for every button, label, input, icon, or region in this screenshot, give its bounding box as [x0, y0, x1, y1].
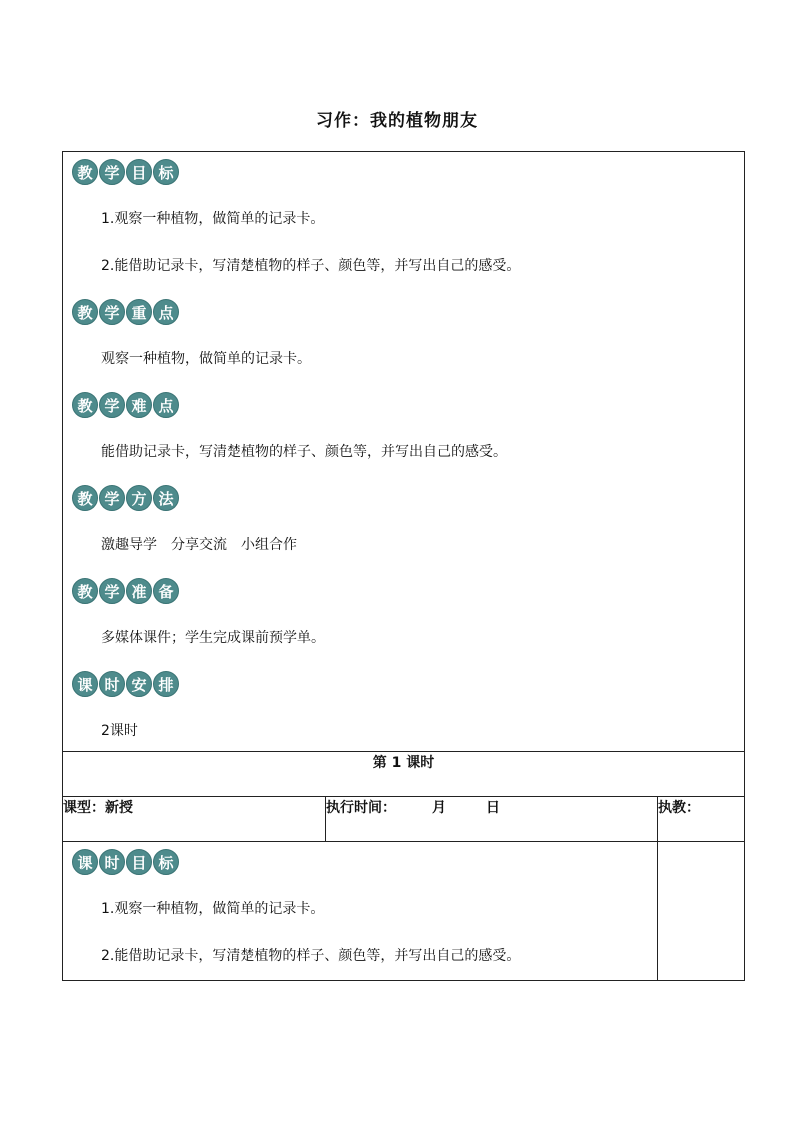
- heading-char: 准: [126, 578, 152, 604]
- heading-char: 教: [72, 485, 98, 511]
- heading-char: 教: [72, 299, 98, 325]
- heading-char: 点: [153, 392, 179, 418]
- heading-char: 时: [99, 849, 125, 875]
- heading-char: 备: [153, 578, 179, 604]
- overview-cell: [63, 152, 745, 752]
- section-heading-schedule: [72, 671, 744, 698]
- heading-char: 学: [99, 299, 125, 325]
- heading-char: 安: [126, 671, 152, 697]
- month-label: 月: [432, 800, 446, 816]
- heading-char: 点: [153, 299, 179, 325]
- teacher-label: 执教：: [658, 797, 745, 842]
- section-heading-difficulties: [72, 392, 744, 419]
- heading-char: 教: [72, 159, 98, 185]
- section-heading-preparation: [72, 578, 744, 605]
- section-text: 2.能借助记录卡，写清楚植物的样子、颜色等，并写出自己的感受。: [101, 258, 521, 274]
- heading-char: 课: [72, 671, 98, 697]
- section-heading-lesson-goals: [72, 849, 657, 876]
- section-text: 能借助记录卡，写清楚植物的样子、颜色等，并写出自己的感受。: [101, 444, 507, 460]
- heading-char: 教: [72, 392, 98, 418]
- section-text: 2课时: [101, 723, 138, 739]
- lesson-type: 课型：新授: [63, 797, 326, 842]
- section-text: 1.观察一种植物，做简单的记录卡。: [101, 901, 325, 917]
- heading-char: 目: [126, 159, 152, 185]
- section-text: 观察一种植物，做简单的记录卡。: [101, 351, 311, 367]
- heading-char: 法: [153, 485, 179, 511]
- heading-char: 难: [126, 392, 152, 418]
- heading-char: 时: [99, 671, 125, 697]
- period-label: 第 1 课时: [63, 752, 745, 797]
- heading-char: 学: [99, 485, 125, 511]
- heading-char: 学: [99, 578, 125, 604]
- section-text: 2.能借助记录卡，写清楚植物的样子、颜色等，并写出自己的感受。: [101, 948, 521, 964]
- heading-char: 方: [126, 485, 152, 511]
- lesson-goal-cell: [63, 842, 658, 981]
- section-heading-key-points: [72, 299, 744, 326]
- section-text: 1.观察一种植物，做简单的记录卡。: [101, 211, 325, 227]
- heading-char: 学: [99, 159, 125, 185]
- heading-char: 排: [153, 671, 179, 697]
- heading-char: 课: [72, 849, 98, 875]
- heading-char: 教: [72, 578, 98, 604]
- section-heading-teaching-goals: [72, 159, 744, 186]
- section-text: 激趣导学 分享交流 小组合作: [101, 537, 297, 553]
- section-heading-methods: [72, 485, 744, 512]
- teacher-notes-cell: [658, 842, 745, 981]
- heading-char: 标: [153, 159, 179, 185]
- section-text: 多媒体课件；学生完成课前预学单。: [101, 630, 325, 646]
- execution-time-label: 执行时间：: [326, 800, 396, 816]
- heading-char: 重: [126, 299, 152, 325]
- heading-char: 标: [153, 849, 179, 875]
- day-label: 日: [486, 800, 500, 816]
- execution-time: [326, 797, 658, 842]
- heading-char: 学: [99, 392, 125, 418]
- document-title: 习作：我的植物朋友: [316, 111, 478, 131]
- heading-char: 目: [126, 849, 152, 875]
- lesson-plan-table: [62, 151, 745, 981]
